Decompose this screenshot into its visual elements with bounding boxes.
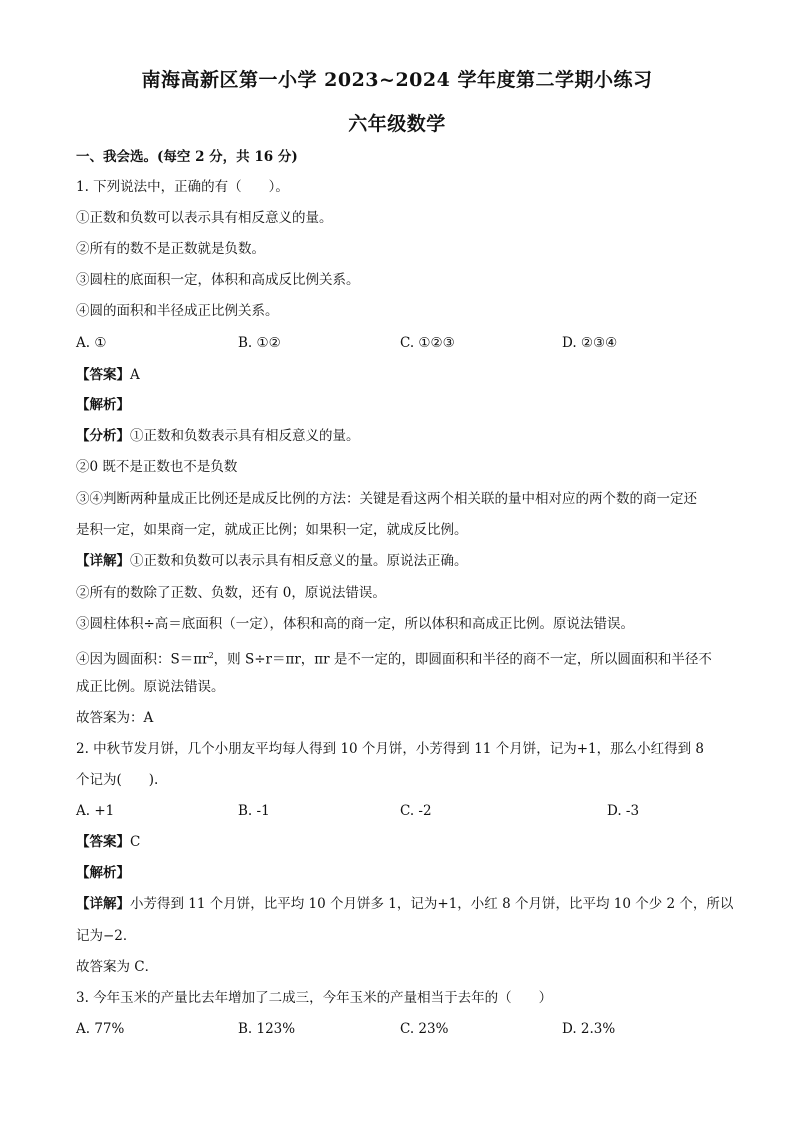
q1-fenxi-line-3: ③④判断两种量成正比例还是成反比例的方法：关键是看这两个相关联的量中相对应的两个数的商一定还	[76, 491, 697, 507]
answer-value: A	[130, 367, 140, 383]
q1-analysis-tag: 【解析】	[76, 397, 130, 413]
q2-answer	[76, 832, 726, 852]
q2-detail-line-2: 记为−2．	[76, 928, 137, 944]
q1-statement-4: ④圆的面积和半径成正比例关系。	[76, 303, 279, 319]
detail-4-part-a: ④因为圆面积：S＝πr	[76, 651, 209, 668]
q1-statement-2: ②所有的数不是正数就是负数。	[76, 241, 265, 257]
q3-option-a: A. 77%	[76, 1021, 125, 1037]
fenxi-tag: 【分析】	[76, 428, 130, 444]
q1-option-b: B. ①②	[238, 335, 281, 351]
answer-tag: 【答案】	[76, 834, 130, 850]
section-heading: 一、我会选。(每空 2 分，共 16 分)	[76, 149, 298, 165]
q1-option-d: D. ②③④	[562, 335, 618, 351]
q1-answer	[76, 365, 726, 385]
q2-option-a: A. +1	[76, 803, 115, 819]
q1-detail-line-2: ②所有的数除了正数、负数，还有 0，原说法错误。	[76, 585, 386, 601]
q3-option-b: B. 123%	[238, 1021, 296, 1037]
detail-text: 小芳得到 11 个月饼，比平均 10 个月饼多 1，记为+1，小红 8 个月饼，比平均 10 个少 2 个，所以	[130, 896, 734, 912]
question-2-stem-line-2: 个记为( ).	[76, 772, 159, 788]
superscript: 2	[208, 651, 214, 660]
question-2-stem-line-1: 2. 中秋节发月饼，几个小朋友平均每人得到 10 个月饼，小芳得到 11 个月饼，记为+1，那么小红得到 8	[76, 741, 704, 757]
q1-conclusion: 故答案为：A	[76, 710, 154, 726]
fenxi-text: ①正数和负数表示具有相反意义的量。	[130, 428, 360, 444]
q1-detail-line-4	[76, 646, 726, 670]
detail-tag: 【详解】	[76, 896, 130, 912]
q1-detail-line-1	[76, 551, 726, 571]
q1-option-c: C. ①②③	[400, 335, 455, 351]
q1-fenxi-line-1	[76, 426, 726, 446]
q2-option-c: C. -2	[400, 803, 432, 819]
q1-statement-1: ①正数和负数可以表示具有相反意义的量。	[76, 210, 333, 226]
q1-option-a: A. ①	[76, 335, 107, 351]
question-1-stem: 1. 下列说法中，正确的有（ ）。	[76, 179, 289, 195]
q1-fenxi-line-4: 是积一定，如果商一定，就成正比例；如果积一定，就成反比例。	[76, 522, 468, 538]
detail-4-part-b: ，则 S÷r＝πr，πr 是不一定的，即圆面积和半径的商不一定，所以圆面积和半径不	[213, 651, 712, 668]
detail-tag: 【详解】	[76, 553, 130, 569]
question-3-stem: 3. 今年玉米的产量比去年增加了二成三，今年玉米的产量相当于去年的（ ）	[76, 990, 553, 1006]
q2-option-b: B. -1	[238, 803, 270, 819]
q2-analysis-tag: 【解析】	[76, 865, 130, 881]
q3-option-c: C. 23%	[400, 1021, 449, 1037]
q3-option-d: D. 2.3%	[562, 1021, 616, 1037]
document-title: 南海高新区第一小学 2023~2024 学年度第二学期小练习	[141, 69, 653, 91]
q1-statement-3: ③圆柱的底面积一定，体积和高成反比例关系。	[76, 272, 360, 288]
document-subtitle: 六年级数学	[348, 113, 446, 135]
answer-value: C	[130, 834, 141, 850]
q2-conclusion: 故答案为 C．	[76, 959, 159, 975]
q1-fenxi-line-2: ②0 既不是正数也不是负数	[76, 459, 238, 475]
q1-detail-line-3: ③圆柱体积÷高＝底面积（一定），体积和高的商一定，所以体积和高成正比例。原说法错误。	[76, 616, 635, 632]
q2-option-d: D. -3	[607, 803, 640, 819]
answer-tag: 【答案】	[76, 367, 130, 383]
q1-detail-line-5: 成正比例。原说法错误。	[76, 679, 225, 695]
detail-text: ①正数和负数可以表示具有相反意义的量。原说法正确。	[130, 553, 468, 569]
q2-detail-line-1	[76, 894, 734, 914]
